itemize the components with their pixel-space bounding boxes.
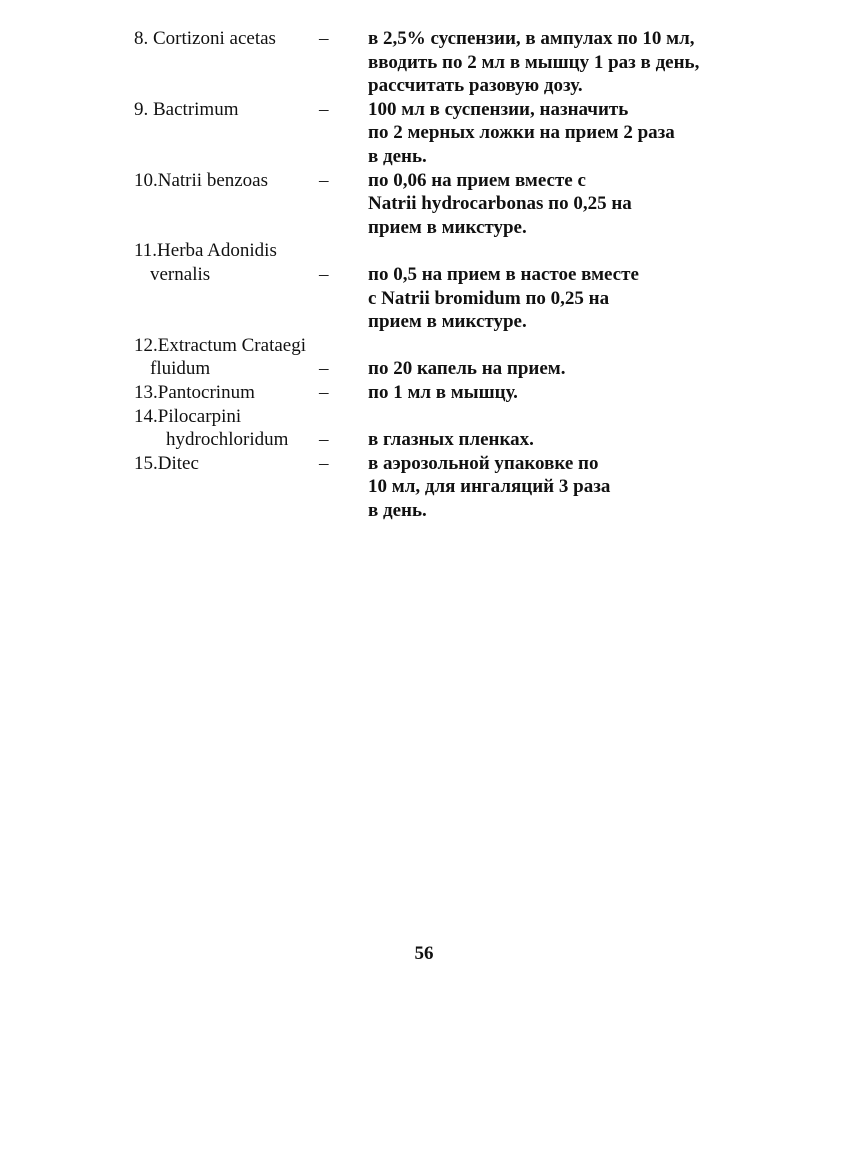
list-item-line: [134, 405, 734, 429]
drug-name: 15.Ditec: [134, 452, 199, 474]
dash-separator: –: [319, 28, 329, 49]
drug-name: 9. Bactrimum: [134, 98, 239, 120]
drug-instruction: рассчитать разовую дозу.: [368, 75, 583, 97]
list-item-line: [134, 263, 734, 287]
drug-instruction: по 2 мерных ложки на прием 2 раза: [368, 122, 675, 144]
list-item-line: [134, 145, 734, 169]
drug-name: 14.Pilocarpini: [134, 405, 242, 427]
drug-instruction: с Natrii bromidum по 0,25 на: [368, 287, 610, 309]
drug-instruction: в 2,5% суспензии, в ампулах по 10 мл,: [368, 28, 695, 49]
list-item-line: [134, 381, 734, 405]
drug-name: 12.Extractum Crataegi: [134, 334, 306, 356]
drug-name-continuation: fluidum: [150, 358, 211, 380]
list-item-line: [134, 357, 734, 381]
list-item-line: [134, 499, 734, 523]
drug-instruction: в аэрозольной упаковке по: [368, 452, 599, 474]
drug-instruction: в день.: [368, 499, 427, 521]
drug-instruction: по 20 капель на прием.: [368, 358, 566, 380]
drug-instruction: 10 мл, для ингаляций 3 раза: [368, 476, 611, 498]
drug-instruction: в глазных пленках.: [368, 429, 534, 451]
list-item-line: [134, 169, 734, 193]
drug-name: 13.Pantocrinum: [134, 381, 255, 403]
drug-instruction: 100 мл в суспензии, назначить: [368, 98, 629, 120]
drug-name: 8. Cortizoni acetas: [134, 28, 276, 49]
drug-instruction: вводить по 2 мл в мышцу 1 раз в день,: [368, 51, 700, 73]
drug-name: 11.Herba Adonidis: [134, 240, 277, 262]
list-item-line: [134, 121, 734, 145]
drug-instruction: Natrii hydrocarbonas по 0,25 на: [368, 193, 632, 215]
list-item-line: [134, 216, 734, 240]
drug-name-continuation: hydrochloridum: [166, 429, 289, 451]
dash-separator: –: [319, 381, 329, 403]
list-item-line: [134, 192, 734, 216]
drug-instruction: по 1 мл в мышцу.: [368, 381, 518, 403]
dash-separator: –: [319, 452, 329, 474]
prescription-list: [134, 27, 734, 522]
dash-separator: –: [319, 429, 329, 451]
dash-separator: –: [319, 358, 329, 380]
drug-instruction: прием в микстуре.: [368, 216, 527, 238]
list-item-line: [134, 239, 734, 263]
dash-separator: –: [319, 169, 329, 191]
list-item-line: [134, 98, 734, 122]
list-item-line: [134, 334, 734, 358]
drug-name-continuation: vernalis: [150, 263, 211, 285]
dash-separator: –: [319, 98, 329, 120]
list-item-line: [134, 51, 734, 75]
list-item-line: [134, 475, 734, 499]
dash-separator: –: [319, 263, 329, 285]
drug-instruction: по 0,5 на прием в настое вместе: [368, 263, 639, 285]
drug-name: 10.Natrii benzoas: [134, 169, 269, 191]
page-number: 56: [414, 943, 434, 964]
list-item-line: [134, 74, 734, 98]
drug-instruction: по 0,06 на прием вместе с: [368, 169, 586, 191]
list-item-line: [134, 310, 734, 334]
drug-instruction: прием в микстуре.: [368, 311, 527, 333]
drug-instruction: в день.: [368, 145, 427, 167]
list-item-line: [134, 452, 734, 476]
list-item-line: [134, 428, 734, 452]
list-item-line: [134, 27, 734, 51]
list-item-line: [134, 287, 734, 311]
